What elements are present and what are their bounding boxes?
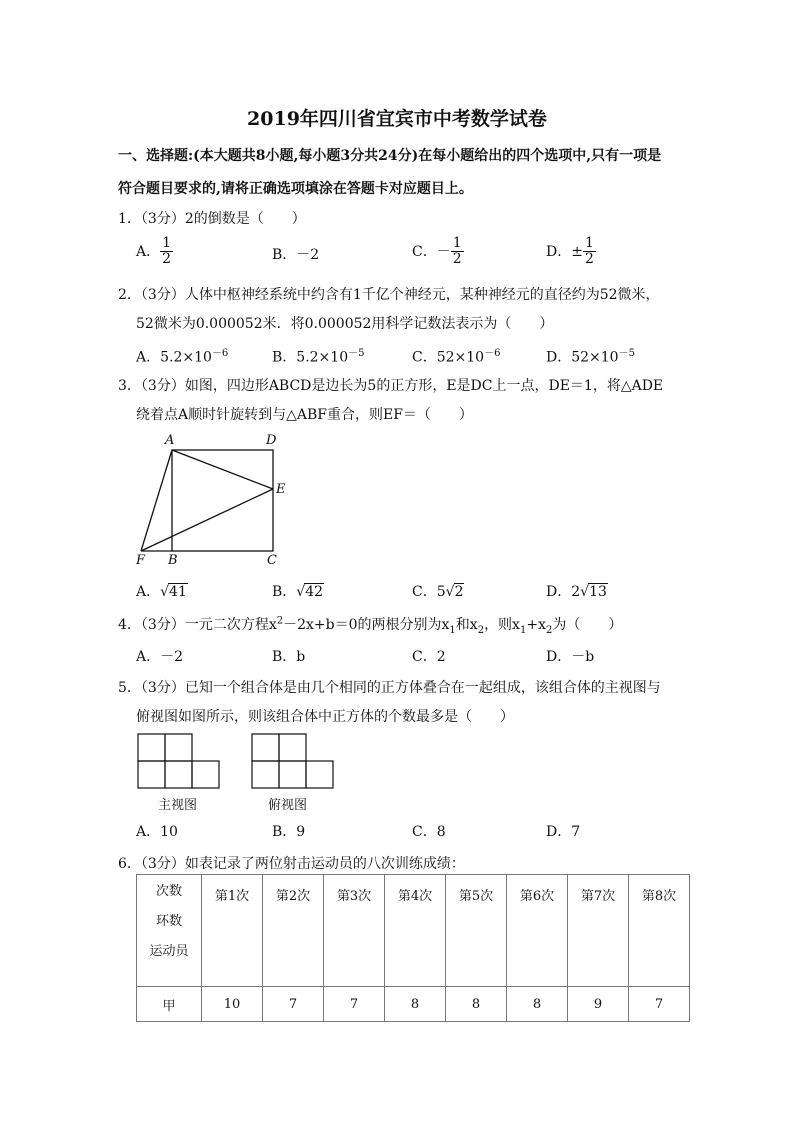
q1-option-a-den: 2: [162, 251, 172, 268]
question-2-line1: 2．（3分）人体中枢神经系统中约含有1千亿个神经元，某种神经元的直径约为52微米，: [118, 287, 660, 303]
q6-col-header-1: 第1次: [202, 875, 263, 987]
q2-option-a-exp: －6: [211, 348, 229, 359]
question-5-line2: 俯视图如图所示，则该组合体中正方体的个数最多是（ ）: [136, 709, 514, 725]
q6-corner-label-1: 次数: [155, 884, 182, 899]
q4-stem-s3: 1: [519, 624, 527, 636]
q1-option-d-num: 1: [584, 235, 594, 251]
q1-option-d-den: 2: [584, 251, 594, 268]
q6-cell: 7: [629, 987, 690, 1022]
q3-option-a-label: A．: [136, 584, 161, 600]
q3-option-c-label: C．: [412, 584, 437, 600]
q6-table-corner-cell: [137, 875, 202, 987]
q2-option-c-label: C．52×10: [412, 349, 485, 366]
q3-option-c-rad: 2: [454, 584, 464, 600]
q1-option-a-label: A．: [136, 243, 161, 260]
q5-front-view-figure: [136, 732, 222, 790]
question-3-line1: 3．（3分）如图，四边形ABCD是边长为5的正方形，E是DC上一点，DE＝1，将△ADE: [118, 378, 664, 394]
q2-option-d: [546, 344, 635, 367]
question-4-stem: [118, 614, 622, 636]
q5-front-view-label: 主视图: [158, 798, 198, 813]
q2-option-a-label: A．5.2×10: [136, 349, 212, 366]
q4-stem-s1: 1: [449, 624, 456, 636]
q3-option-d-label: D．: [546, 584, 572, 600]
q3-label-a: A: [165, 433, 175, 448]
q6-table-header-row: [137, 875, 690, 987]
q3-segment-ae: [172, 450, 273, 489]
q3-option-c: C．5√2: [412, 584, 464, 600]
q3-option-a: A．√41: [136, 584, 187, 600]
q4-option-d: D．－b: [546, 649, 595, 665]
q3-option-b-rad: 42: [305, 584, 324, 600]
q6-cell: 10: [202, 987, 263, 1022]
q3-square-figure: [130, 428, 300, 568]
q3-segment-fe: [141, 489, 273, 551]
q1-option-a: [136, 236, 173, 268]
q1-option-c-num: 1: [452, 235, 462, 251]
q6-cell: 9: [568, 987, 629, 1022]
q2-option-a: [136, 344, 228, 367]
q3-label-b: B: [168, 553, 178, 568]
q6-corner-label-3: 运动员: [149, 944, 189, 959]
q4-stem-s4: 2: [545, 624, 553, 636]
q4-option-c: C．2: [412, 649, 446, 665]
q4-stem-sup: 2: [276, 615, 284, 627]
q6-cell: 7: [263, 987, 324, 1022]
q6-col-header-4: 第4次: [385, 875, 446, 987]
q3-option-b: B．√42: [272, 584, 324, 600]
q4-stem-b: －2x+b＝0的两根分别为x: [283, 617, 450, 633]
q3-option-a-rad: 41: [169, 584, 187, 600]
q3-option-d-rad: 13: [589, 584, 607, 600]
q4-stem-e: +x: [526, 617, 546, 633]
q2-option-d-exp: －5: [618, 348, 635, 359]
q6-cell: 8: [446, 987, 507, 1022]
question-2-line2: 52微米为0.000052米．将0.000052用科学记数法表示为（ ）: [136, 316, 554, 332]
q3-label-c: C: [267, 553, 277, 568]
q6-col-header-7: 第7次: [568, 875, 629, 987]
q6-cell: 8: [507, 987, 568, 1022]
q6-col-header-6: 第6次: [507, 875, 568, 987]
q2-option-c: [412, 344, 500, 367]
q2-option-b: [272, 344, 364, 367]
q5-option-b: B．9: [272, 824, 306, 840]
q6-col-header-8: 第8次: [629, 875, 690, 987]
q4-stem-d: ，则x: [484, 617, 520, 633]
question-1-stem: 1．（3分）2的倒数是（ ）: [118, 211, 306, 227]
q3-label-f: F: [136, 553, 146, 568]
q4-option-a: A．－2: [136, 649, 184, 665]
q1-option-c-label: C．－: [412, 243, 451, 260]
q6-col-header-3: 第3次: [324, 875, 385, 987]
q3-square-abcd: [172, 450, 273, 551]
q1-option-a-num: 1: [162, 235, 172, 251]
question-5-line1: 5．（3分）已知一个组合体是由几个相同的正方体叠合在一起组成，该组合体的主视图与: [118, 680, 661, 696]
question-3-line2: 绕着点A顺时针旋转到与△ABF重合，则EF＝（ ）: [136, 407, 473, 423]
section-header-line1: 一、选择题:(本大题共8小题,每小题3分共24分)在每小题给出的四个选项中,只有一项是: [118, 148, 662, 164]
q4-option-b: B．b: [272, 649, 306, 665]
q3-option-b-label: B．: [272, 584, 297, 600]
q3-label-d: D: [266, 433, 277, 448]
q6-col-header-5: 第5次: [446, 875, 507, 987]
q2-option-b-exp: －5: [348, 348, 365, 359]
table-row: [137, 987, 690, 1022]
q3-segment-fa: [141, 450, 172, 551]
q2-option-d-label: D．52×10: [546, 349, 619, 366]
q6-score-table: [136, 874, 690, 1022]
q5-top-view-label: 俯视图: [268, 798, 308, 813]
page-title: 2019年四川省宜宾市中考数学试卷: [247, 108, 547, 130]
q4-stem-a: 4．（3分）一元二次方程x: [118, 617, 277, 633]
q1-option-d-label: D．±: [546, 243, 583, 260]
q1-option-b: B．－2: [272, 247, 320, 263]
q3-option-c-coef: 5: [436, 584, 446, 600]
q6-col-header-2: 第2次: [263, 875, 324, 987]
q3-label-e: E: [276, 482, 286, 497]
q4-stem-s2: 2: [477, 624, 485, 636]
q5-top-view-figure: [250, 732, 336, 790]
q2-option-c-exp: －6: [484, 348, 501, 359]
q4-stem-f: 为（ ）: [552, 617, 623, 633]
q6-cell: 7: [324, 987, 385, 1022]
q5-option-a: A．10: [136, 824, 178, 840]
section-header-line2: 符合题目要求的,请将正确选项填涂在答题卡对应题目上。: [118, 181, 473, 197]
q6-cell: 8: [385, 987, 446, 1022]
q5-option-c: C．8: [412, 824, 446, 840]
q1-option-c: [412, 236, 464, 268]
q3-option-d-coef: 2: [571, 584, 581, 600]
question-6-stem: 6．（3分）如表记录了两位射击运动员的八次训练成绩：: [118, 856, 465, 872]
q5-option-d: D．7: [546, 824, 581, 840]
q4-stem-c: 和x: [455, 617, 478, 633]
q6-corner-label-2: 环数: [155, 914, 182, 929]
q1-option-d: [546, 236, 596, 268]
q2-option-b-label: B．5.2×10: [272, 349, 349, 366]
q3-option-d: D．2√13: [546, 584, 607, 600]
q1-option-c-den: 2: [452, 251, 462, 268]
q6-row-name: 甲: [137, 987, 202, 1022]
